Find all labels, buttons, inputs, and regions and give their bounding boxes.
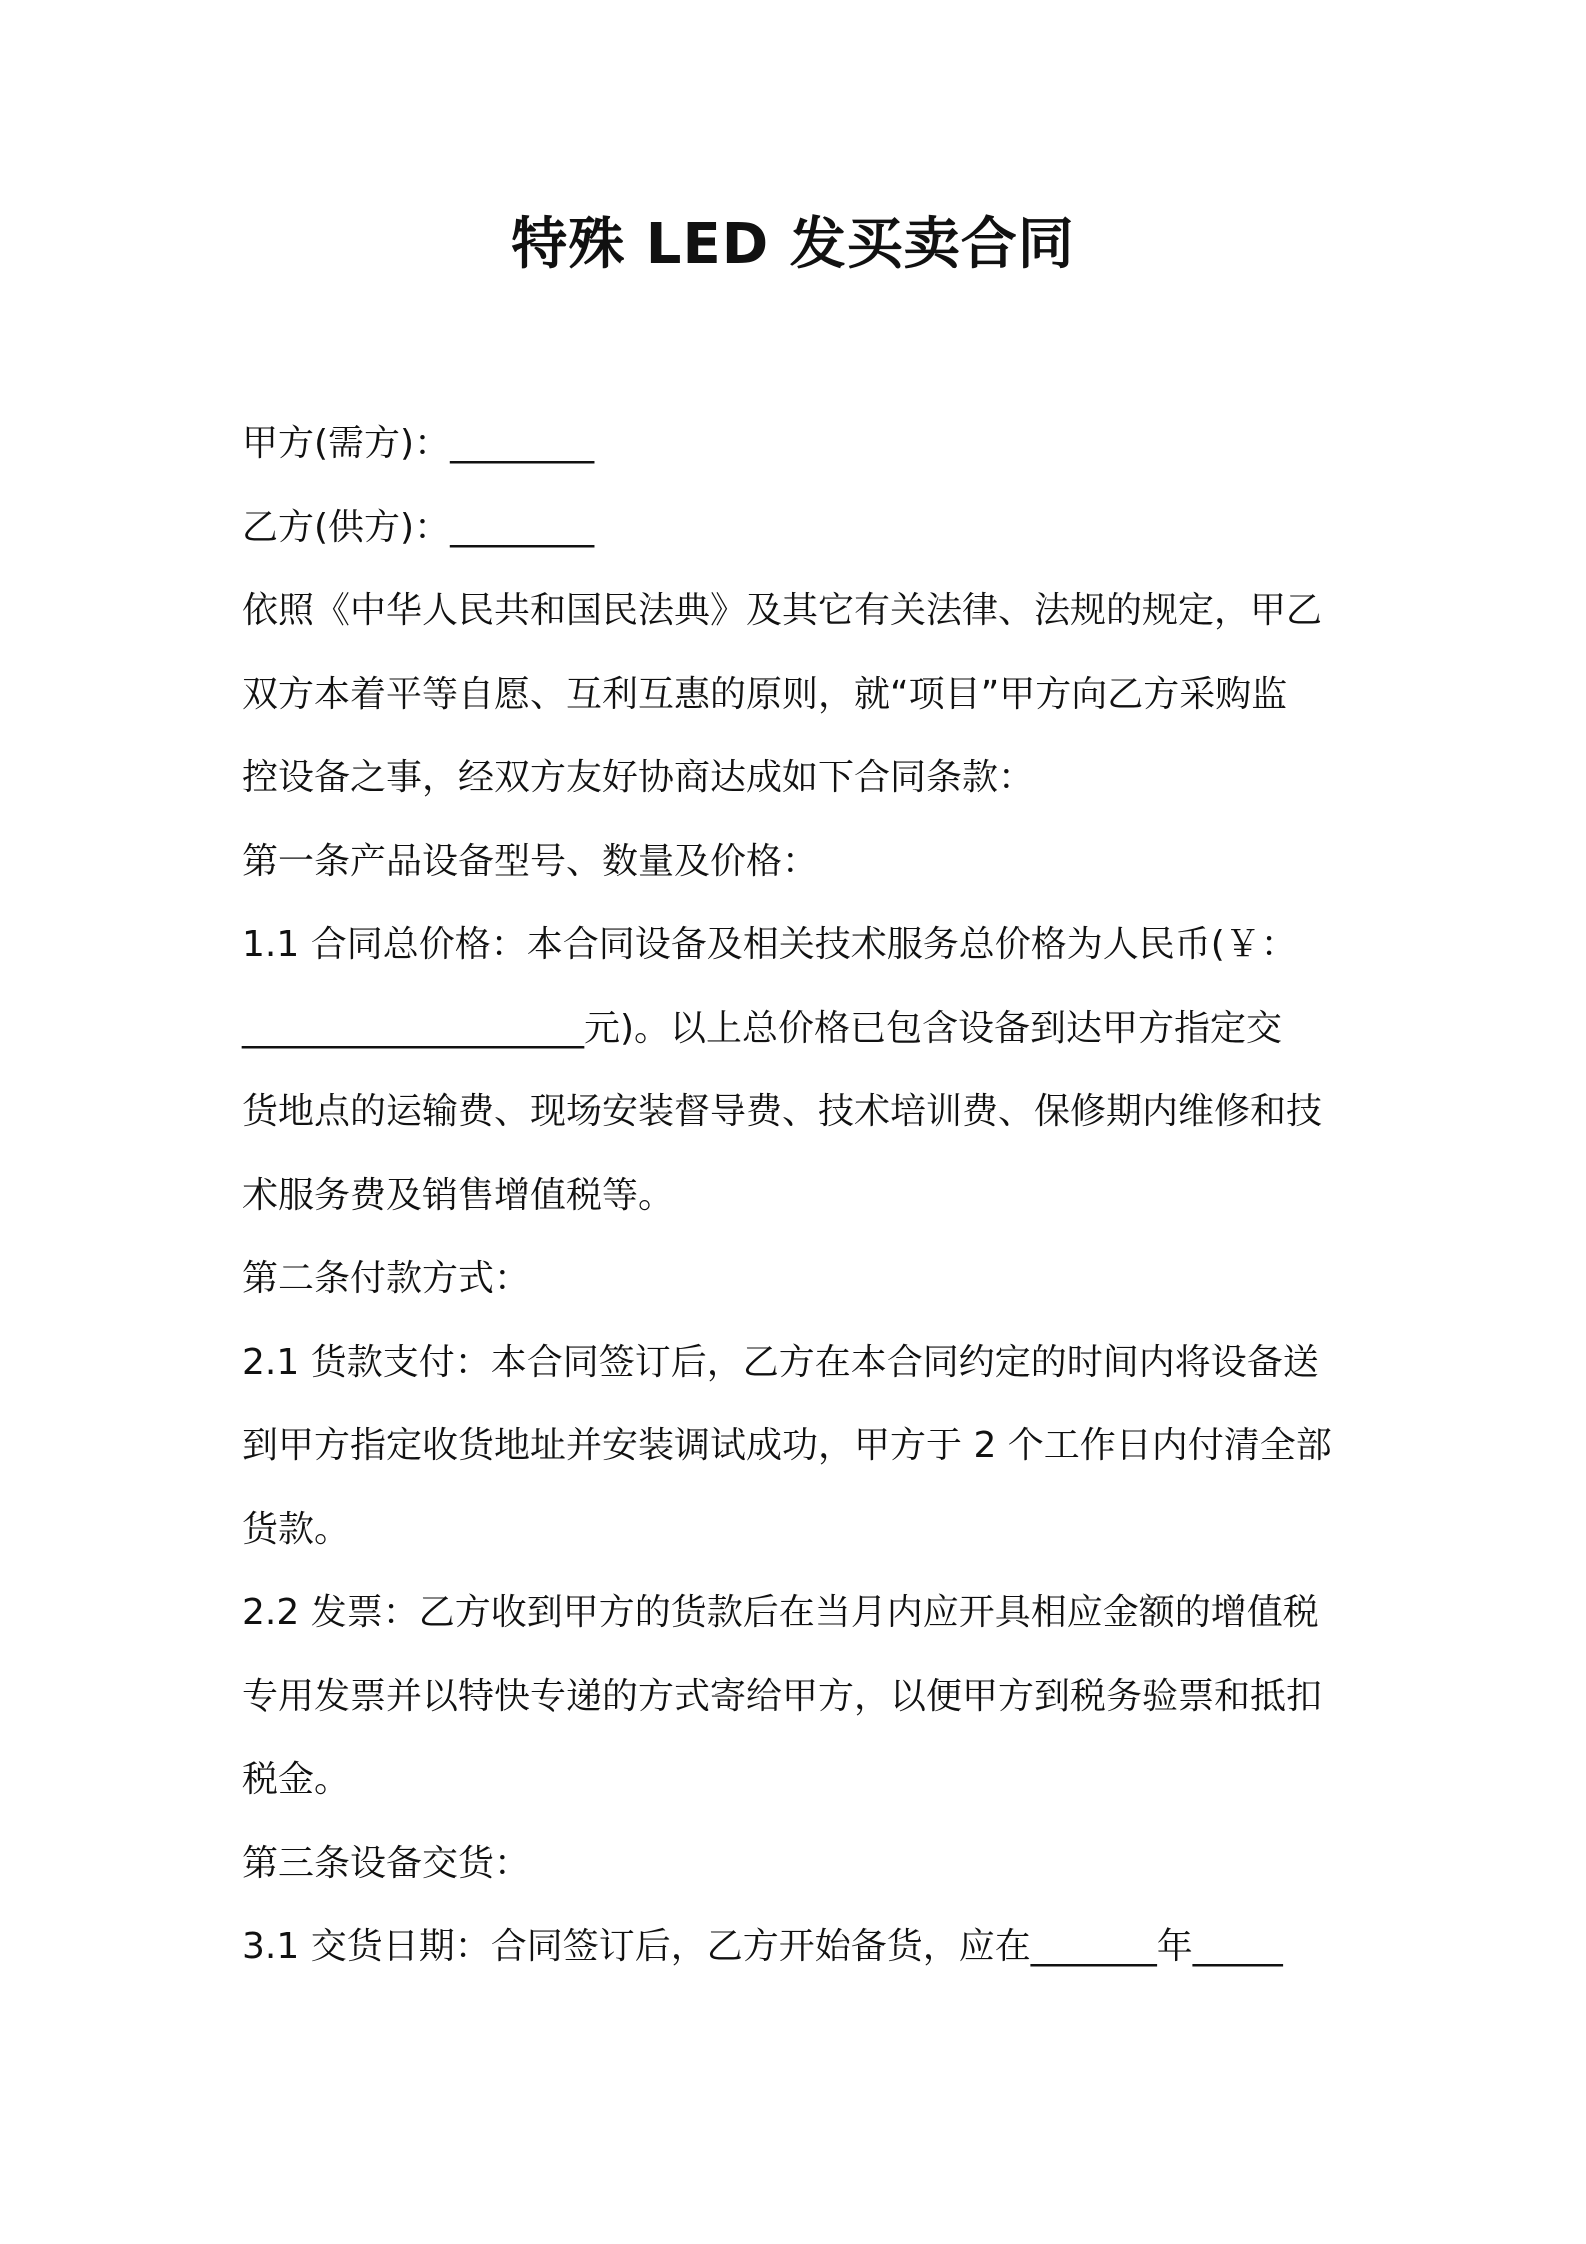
- preamble-line-1: 依照《中华人民共和国民法典》及其它有关法律、法规的规定，甲乙: [242, 590, 1323, 631]
- article-2-heading: 第二条付款方式：: [242, 1258, 531, 1299]
- clause-2-1-line-2: 到甲方指定收货地址并安装调试成功，甲方于 2 个工作日内付清全部: [242, 1425, 1332, 1466]
- preamble-line-3: 控设备之事，经双方友好协商达成如下合同条款：: [242, 757, 1035, 798]
- document-title: 特殊 LED 发买卖合同: [511, 212, 1075, 277]
- clause-1-1-line-4: 术服务费及销售增值税等。: [242, 1174, 675, 1216]
- clause-2-1-line-1: 2.1 货款支付：本合同签订后，乙方在本合同约定的时间内将设备送: [242, 1341, 1319, 1383]
- clause-2-1-line-3: 货款。: [242, 1508, 351, 1550]
- preamble-line-2: 双方本着平等自愿、互利互惠的原则，就“项目”甲方向乙方采购监: [242, 673, 1288, 715]
- party-a-line: 甲方(需方)：________: [242, 423, 595, 464]
- document-body: [242, 402, 1352, 1989]
- clause-1-1-line-1: 1.1 合同总价格：本合同设备及相关技术服务总价格为人民币(￥：: [242, 924, 1297, 965]
- article-3-heading: 第三条设备交货：: [242, 1842, 531, 1884]
- party-b-line: 乙方(供方)：________: [242, 506, 595, 548]
- clause-3-1-line-1: 3.1 交货日期：合同签订后，乙方开始备货，应在_______年_____: [242, 1926, 1283, 1967]
- article-1-heading: 第一条产品设备型号、数量及价格：: [242, 840, 819, 882]
- clause-2-2-line-1: 2.2 发票：乙方收到甲方的货款后在当月内应开具相应金额的增值税: [242, 1592, 1319, 1633]
- clause-1-1-line-2: ___________________元)。以上总价格已包含设备到达甲方指定交: [242, 1007, 1283, 1049]
- clause-2-2-line-2: 专用发票并以特快专递的方式寄给甲方，以便甲方到税务验票和抵扣: [242, 1675, 1323, 1717]
- clause-2-2-line-3: 税金。: [242, 1759, 351, 1800]
- clause-1-1-line-3: 货地点的运输费、现场安装督导费、技术培训费、保修期内维修和技: [242, 1091, 1323, 1132]
